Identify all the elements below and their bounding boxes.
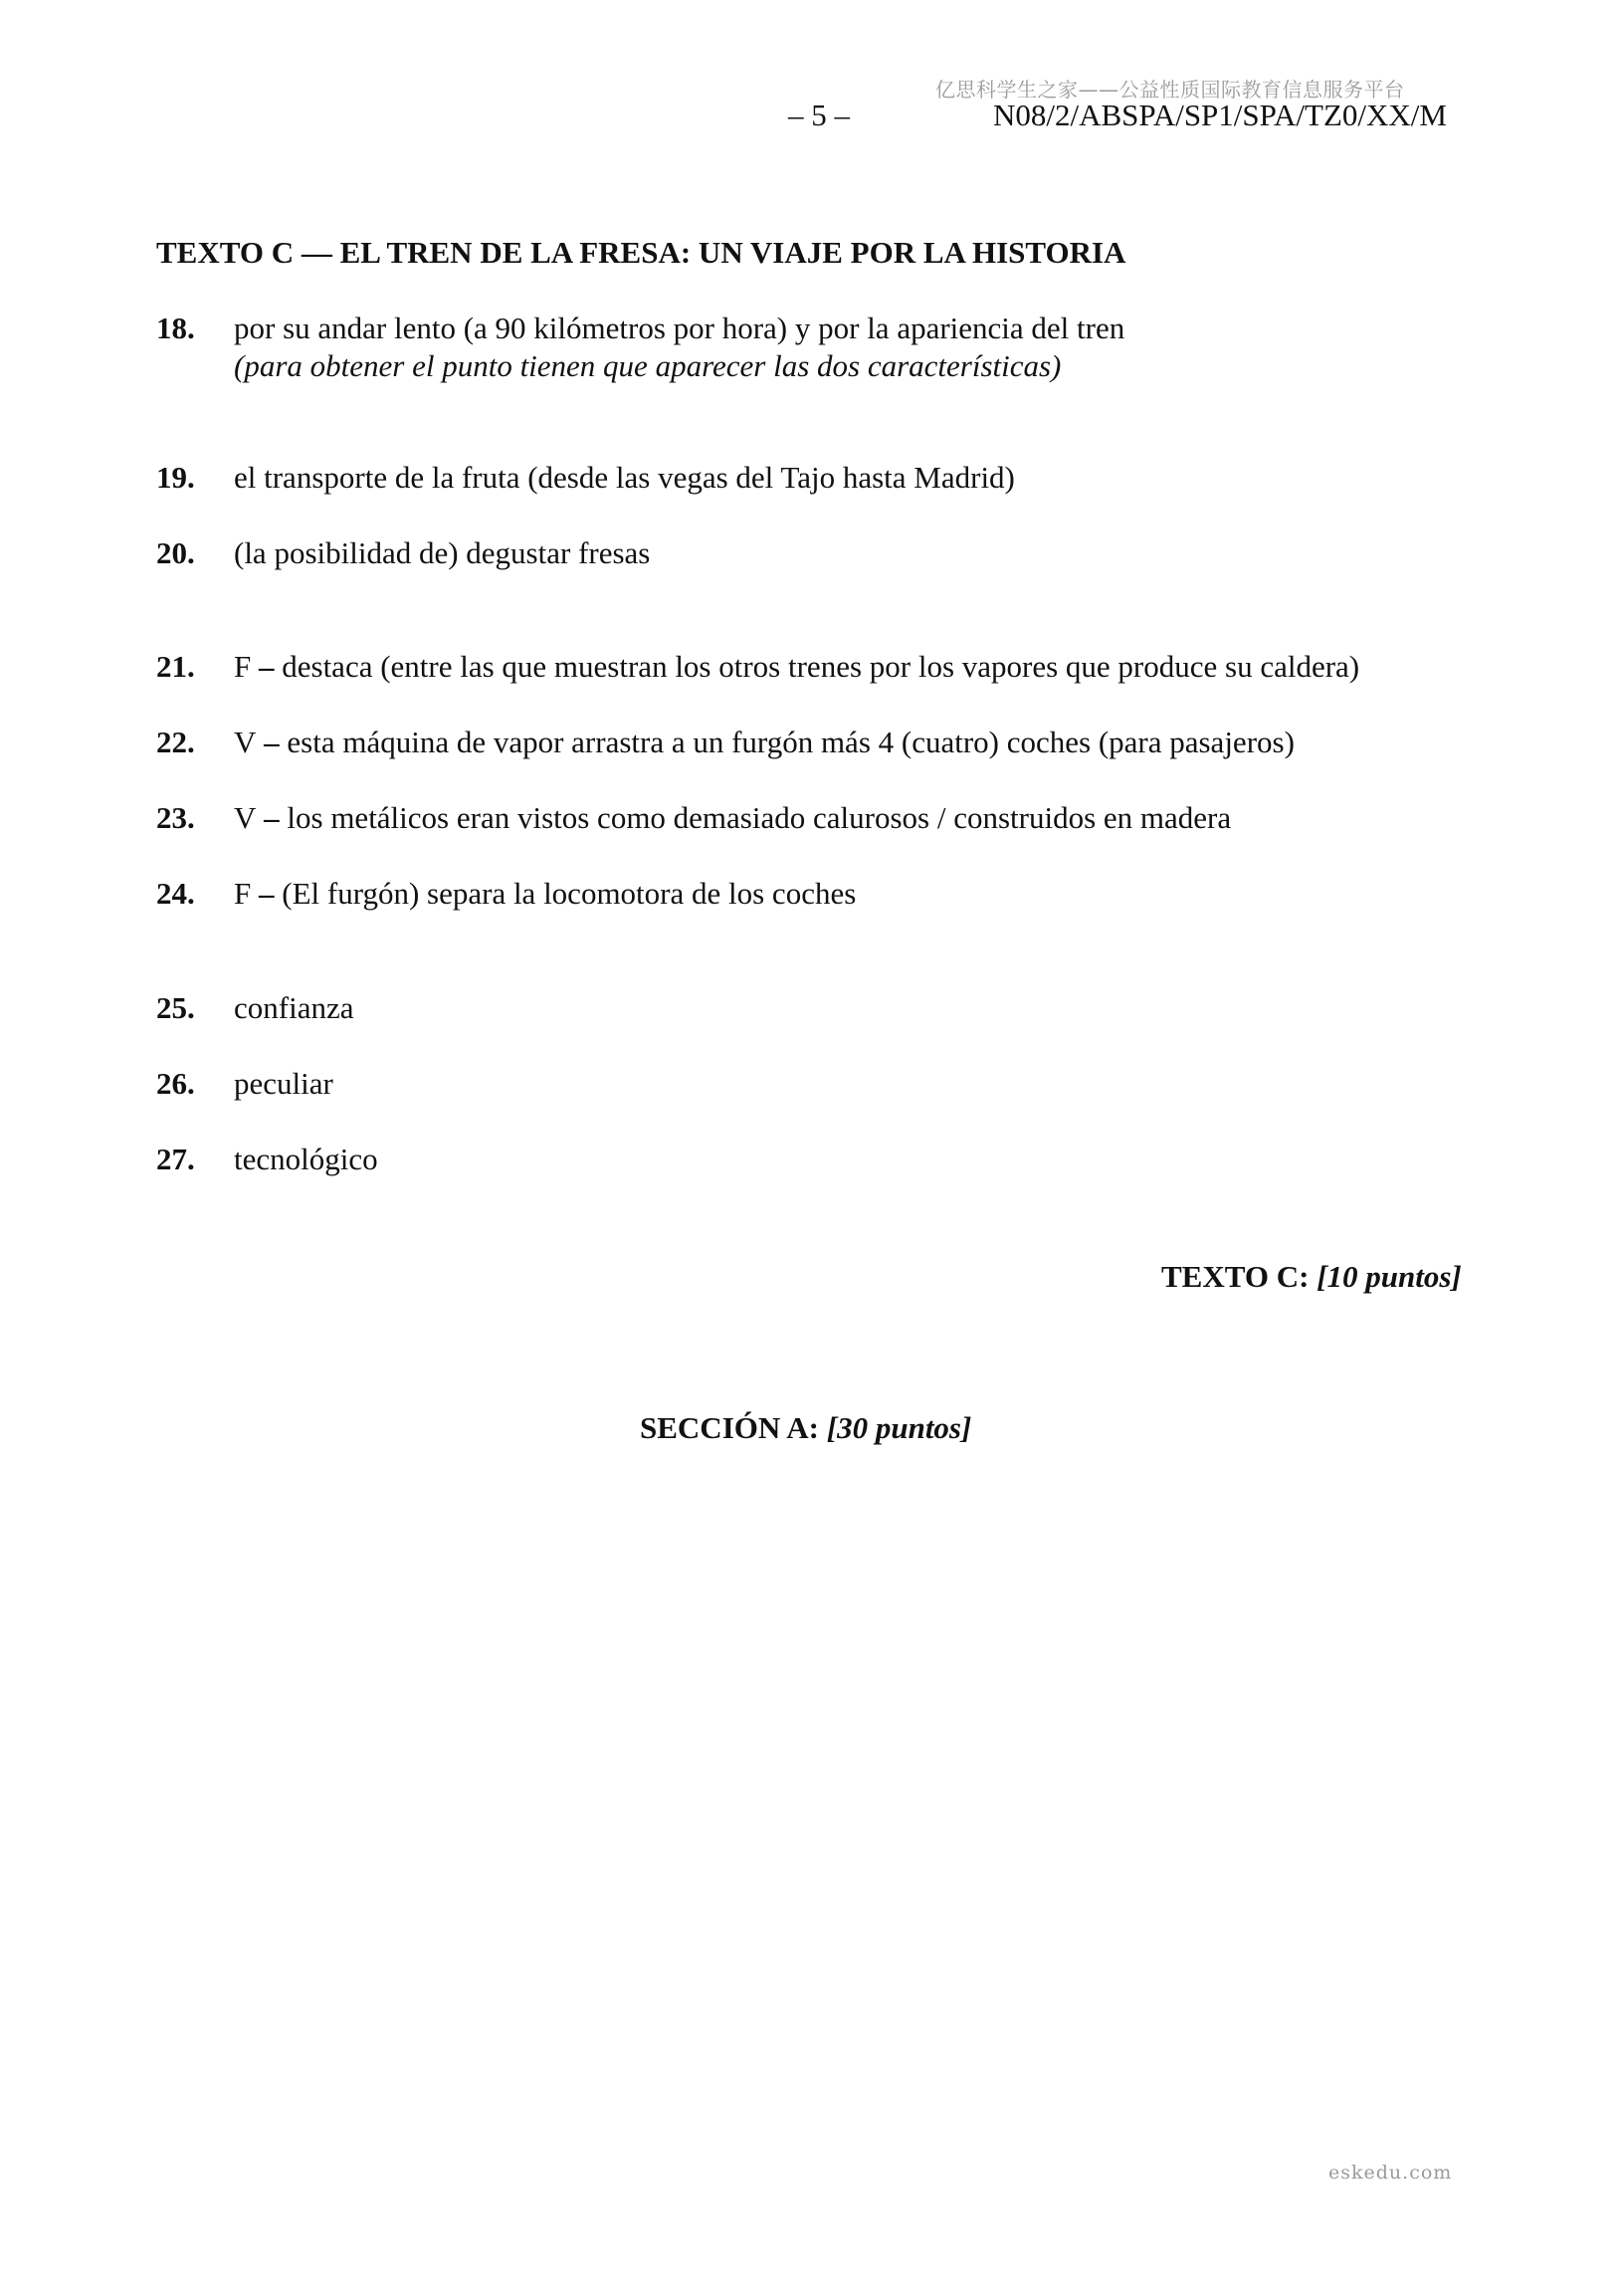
answer-number: 24. [156, 876, 195, 911]
seccion-total-points: [30 puntos] [826, 1410, 972, 1445]
page-number: – 5 – [788, 98, 850, 132]
answer-dash: – [256, 725, 288, 759]
watermark-header: 亿思科学生之家——公益性质国际教育信息服务平台 [935, 78, 1405, 102]
answer-item-27 [156, 1142, 378, 1177]
answer-text: (la posibilidad de) degustar fresas [234, 535, 651, 570]
seccion-total-label: SECCIÓN A: [640, 1410, 827, 1445]
answer-text: peculiar [234, 1066, 333, 1101]
answer-number: 27. [156, 1142, 195, 1176]
answer-true-false: V [234, 725, 257, 759]
answer-item-18 [156, 311, 1124, 346]
answer-item-25 [156, 990, 353, 1026]
answer-text: el transporte de la fruta (desde las vegas del Tajo hasta Madrid) [234, 460, 1015, 495]
section-title: TEXTO C — EL TREN DE LA FRESA: UN VIAJE POR LA HISTORIA [156, 235, 1126, 270]
answer-text: confianza [234, 990, 354, 1025]
answer-true-false: F [234, 649, 252, 684]
answer-item-21 [156, 649, 1359, 685]
texto-c-total [1161, 1259, 1462, 1295]
answer-number: 20. [156, 535, 195, 570]
answer-true-false: F [234, 876, 252, 911]
answer-item-23 [156, 800, 1231, 836]
texto-total-label: TEXTO C: [1161, 1259, 1318, 1294]
answer-item-24 [156, 876, 856, 912]
answer-text: (El furgón) separa la locomotora de los coches [282, 876, 857, 911]
answer-dash: – [256, 800, 288, 835]
answer-text: los metálicos eran vistos como demasiado calurosos / construidos en madera [287, 800, 1232, 835]
answer-number: 19. [156, 460, 195, 495]
answer-dash: – [251, 876, 283, 911]
watermark-footer: eskedu.com [1328, 2162, 1453, 2184]
answer-text: esta máquina de vapor arrastra a un furgón más 4 (cuatro) coches (para pasajeros) [287, 725, 1295, 759]
answer-number: 23. [156, 800, 195, 835]
answer-item-20 [156, 535, 650, 571]
seccion-a-total [640, 1410, 971, 1446]
answer-number: 18. [156, 311, 195, 345]
answer-item-26 [156, 1066, 333, 1102]
answer-true-false: V [234, 800, 257, 835]
answer-number: 26. [156, 1066, 195, 1101]
answer-number: 21. [156, 649, 195, 684]
answer-text: destaca (entre las que muestran los otros trenes por los vapores que produce su caldera) [282, 649, 1360, 684]
answer-item-19 [156, 460, 1015, 496]
answer-note: (para obtener el punto tienen que aparecer las dos características) [234, 348, 1062, 383]
answer-dash: – [251, 649, 283, 684]
answer-item-22 [156, 725, 1295, 760]
answer-number: 25. [156, 990, 195, 1025]
answer-number: 22. [156, 725, 195, 759]
answer-text: por su andar lento (a 90 kilómetros por hora) y por la apariencia del tren [234, 311, 1125, 345]
answer-text: tecnológico [234, 1142, 378, 1176]
texto-total-points: [10 puntos] [1317, 1259, 1462, 1294]
document-code: N08/2/ABSPA/SP1/SPA/TZ0/XX/M [993, 98, 1447, 132]
